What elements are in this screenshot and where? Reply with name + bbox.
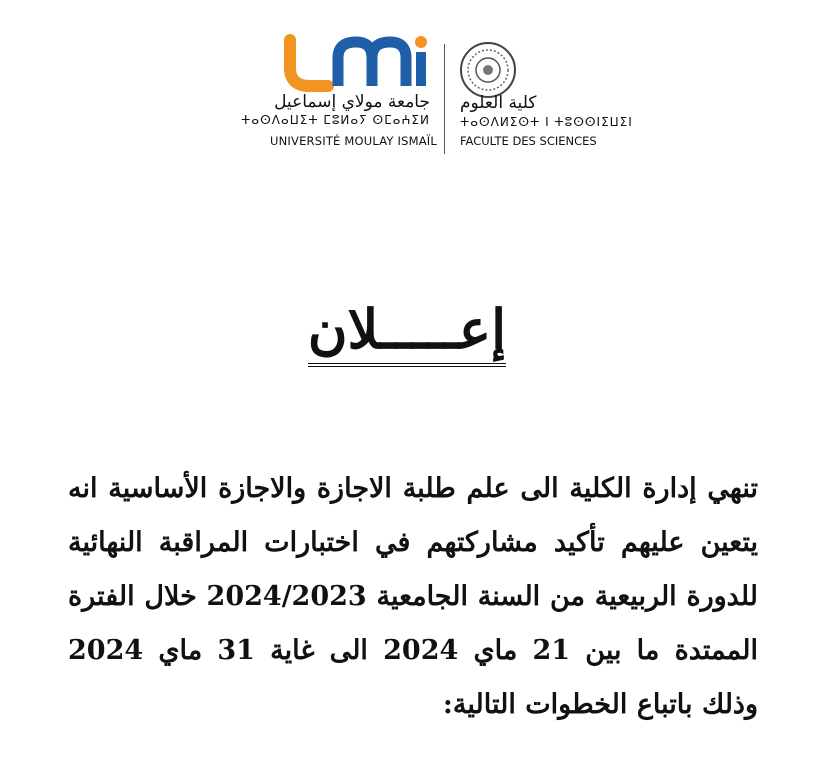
university-name-tifinagh: ⵜⴰⵙⴷⴰⵡⵉⵜ ⵎⵓⵍⴰⵢ ⵙⵎⴰⵄⵉⵍ [241,113,430,127]
document-header [0,0,814,170]
header-divider [444,44,445,154]
university-name-french: UNIVERSITÉ MOULAY ISMAÏL [270,134,437,148]
faculty-name-arabic: كلية العلوم [460,93,537,113]
body-paragraph: تنهي إدارة الكلية الى علم طلبة الاجازة والاجازة الأساسية انه يتعين عليهم تأكيد مشاركتهم في اختبارات المراقبة النهائية للدورة الربيعية من السنة الجامعية 2024/2023 خلال الفترة الممتدة ما بين 21 ماي 2024 الى غاية 31 ماي 2024 وذلك باتباع الخطوات التالية: [68,473,758,720]
university-name-arabic: جامعة مولاي إسماعيل [274,92,430,112]
umi-logo [284,34,434,94]
announcement-body [68,462,758,732]
faculty-name-tifinagh: ⵜⴰⵙⴷⵍⵉⵙⵜ ⵏ ⵜⵓⵙⵙⵏⵉⵡⵉⵏ [460,115,633,129]
announcement-title: إعـــــلان [308,300,506,367]
faculty-seal-icon [458,40,518,100]
title-container [0,297,814,367]
faculty-name-french: FACULTE DES SCIENCES [460,134,597,148]
